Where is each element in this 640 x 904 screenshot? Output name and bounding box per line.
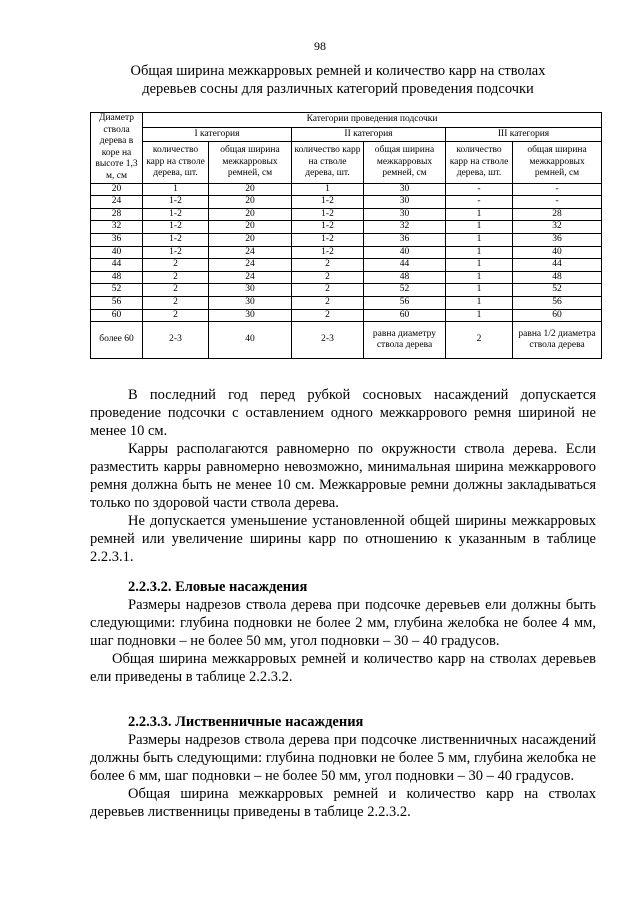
header-category-1: I категория	[143, 127, 292, 142]
table-cell: 44	[513, 259, 602, 272]
table-cell: 20	[209, 221, 292, 234]
table-cell: 36	[91, 233, 143, 246]
table-cell: 2-3	[143, 322, 209, 359]
table-title-line-1: Общая ширина межкарровых ремней и количество карр на стволах	[130, 63, 546, 79]
paragraph-carr-placement: Карры располагаются равномерно по окружности ствола дерева. Если разместить карры равномерно невозможно, минимальная ширина межкаррового ремня должна быть не менее 10 см. Межкарровые ремни должны закладываться только по здоровой части ствола дерева.	[90, 441, 596, 511]
table-cell: 1-2	[143, 246, 209, 259]
table-cell: 30	[209, 284, 292, 297]
table-cell: 2	[143, 309, 209, 322]
table-cell: 20	[209, 183, 292, 196]
section-spruce	[90, 578, 596, 686]
body-text-block-1	[90, 386, 596, 566]
table-cell: 40	[364, 246, 446, 259]
table-cell: 48	[513, 271, 602, 284]
header-cat3-count: количество карр на стволе дерева, шт.	[446, 142, 513, 183]
table-cell: 2	[292, 284, 364, 297]
table-cell: 24	[209, 246, 292, 259]
table-cell: 2	[292, 309, 364, 322]
table-cell: 1-2	[292, 208, 364, 221]
table-cell: 30	[209, 309, 292, 322]
table-cell: 1-2	[143, 196, 209, 209]
table-cell: 36	[513, 233, 602, 246]
header-diameter: Диаметр ствола дерева в коре на высоте 1,3 м, см	[91, 113, 143, 184]
heading-larch: 2.2.3.3. Лиственничные насаждения	[128, 714, 364, 730]
table-cell: 20	[209, 233, 292, 246]
table-cell: 1-2	[143, 221, 209, 234]
table-cell: 60	[513, 309, 602, 322]
table-row	[91, 183, 602, 196]
table-cell: 32	[364, 221, 446, 234]
header-cat2-count: количество карр на стволе дерева, шт.	[292, 142, 364, 183]
table-row	[91, 233, 602, 246]
table-cell: 1	[446, 259, 513, 272]
table-cell: 24	[209, 259, 292, 272]
table-row	[91, 221, 602, 234]
table-cell: 28	[513, 208, 602, 221]
table-cell: 1-2	[292, 221, 364, 234]
table-cell: 30	[364, 183, 446, 196]
table-cell: более 60	[91, 322, 143, 359]
table-cell: 20	[209, 196, 292, 209]
table-cell: 1-2	[143, 208, 209, 221]
table-cell: 40	[513, 246, 602, 259]
table-cell: -	[446, 196, 513, 209]
table-cell: 1	[143, 183, 209, 196]
table-cell: 30	[364, 196, 446, 209]
table-cell: -	[446, 183, 513, 196]
header-categories: Категории проведения подсочки	[143, 113, 602, 128]
header-category-3: III категория	[446, 127, 602, 142]
table-row	[91, 208, 602, 221]
page-number: 98	[314, 39, 326, 53]
table-row	[91, 259, 602, 272]
table-cell: 2	[446, 322, 513, 359]
table-cell: 1-2	[292, 233, 364, 246]
table-cell: 2-3	[292, 322, 364, 359]
table-body	[91, 183, 602, 359]
table-cell: 1-2	[292, 246, 364, 259]
table-cell: 2	[292, 259, 364, 272]
table-cell: 30	[209, 296, 292, 309]
table-cell: 56	[513, 296, 602, 309]
paragraph-larch-cuts: Размеры надрезов ствола дерева при подсочке лиственничных насаждений должны быть следующими: глубина подновки не более 5 мм, глубина желобка не более 6 мм, шаг подновки – не более 50 мм, угол подновки – 30 – 40 градусов.	[90, 732, 596, 784]
table-cell: 44	[91, 259, 143, 272]
header-cat1-count: количество карр на стволе дерева, шт.	[143, 142, 209, 183]
table-cell: равна 1/2 диаметра ствола дерева	[513, 322, 602, 359]
table-cell: 56	[364, 296, 446, 309]
table-cell: 40	[209, 322, 292, 359]
table-cell: 2	[143, 296, 209, 309]
table-row	[91, 196, 602, 209]
table-row	[91, 246, 602, 259]
table-title	[108, 62, 568, 98]
section-larch	[90, 713, 596, 821]
table-cell: 1	[446, 309, 513, 322]
paragraph-spruce-cuts: Размеры надрезов ствола дерева при подсочке деревьев ели должны быть следующими: глубина подновки не более 2 мм, глубина желобка не более 4 мм, шаг подновки – не более 50 мм, угол подновки – 30 – 40 градусов.	[90, 597, 596, 649]
header-category-2: II категория	[292, 127, 446, 142]
table-cell: 2	[143, 259, 209, 272]
table-cell: 2	[292, 296, 364, 309]
table-row	[91, 271, 602, 284]
table-row	[91, 296, 602, 309]
table-cell: 1	[446, 221, 513, 234]
table-cell: 56	[91, 296, 143, 309]
table-cell: 1	[446, 284, 513, 297]
table-row	[91, 284, 602, 297]
table-cell: 52	[91, 284, 143, 297]
table-cell: 24	[209, 271, 292, 284]
table-cell: 1	[446, 233, 513, 246]
paragraph-last-year: В последний год перед рубкой сосновых насаждений допускается проведение подсочки с оставлением одного межкаррового ремня шириной не менее 10 см.	[90, 387, 596, 439]
table-cell: 36	[364, 233, 446, 246]
table-cell: 2	[143, 284, 209, 297]
paragraph-larch-table-ref: Общая ширина межкарровых ремней и количество карр на стволах деревьев лиственницы приведены в таблице 2.2.3.2.	[90, 786, 596, 820]
pine-tapping-table	[90, 112, 602, 359]
table-cell: 1	[292, 183, 364, 196]
table-cell: 30	[364, 208, 446, 221]
table-cell: 60	[364, 309, 446, 322]
table-cell: 32	[91, 221, 143, 234]
table-cell: 24	[91, 196, 143, 209]
table-cell: 1-2	[143, 233, 209, 246]
table-row	[91, 322, 602, 359]
table-cell: 28	[91, 208, 143, 221]
header-cat2-width: общая ширина межкарровых ремней, см	[364, 142, 446, 183]
paragraph-restriction: Не допускается уменьшение установленной общей ширины межкарровых ремней или увеличение ширины карр по отношению к указанным в таблице 2.2.3.1.	[90, 513, 596, 565]
table-cell: 1	[446, 208, 513, 221]
table-cell: 20	[209, 208, 292, 221]
heading-spruce: 2.2.3.2. Еловые насаждения	[128, 579, 308, 595]
table-cell: 32	[513, 221, 602, 234]
table-cell: 40	[91, 246, 143, 259]
table-cell: 1	[446, 271, 513, 284]
header-cat1-width: общая ширина межкарровых ремней, см	[209, 142, 292, 183]
table-cell: -	[513, 183, 602, 196]
table-row	[91, 309, 602, 322]
paragraph-spruce-table-ref: Общая ширина межкарровых ремней и количество карр на стволах деревьев ели приведены в таблице 2.2.3.2.	[90, 651, 596, 685]
table-cell: 2	[143, 271, 209, 284]
table-title-line-2: деревьев сосны для различных категорий проведения подсочки	[142, 81, 534, 97]
table-cell: -	[513, 196, 602, 209]
header-cat3-width: общая ширина межкарровых ремней, см	[513, 142, 602, 183]
table-cell: 48	[91, 271, 143, 284]
table-cell: 20	[91, 183, 143, 196]
table-cell: 52	[513, 284, 602, 297]
table-cell: 1-2	[292, 196, 364, 209]
table-cell: 2	[292, 271, 364, 284]
table-cell: 1	[446, 296, 513, 309]
table-cell: 48	[364, 271, 446, 284]
table-cell: 1	[446, 246, 513, 259]
table-cell: равна диаметру ствола дерева	[364, 322, 446, 359]
table-cell: 60	[91, 309, 143, 322]
table-cell: 44	[364, 259, 446, 272]
table-cell: 52	[364, 284, 446, 297]
